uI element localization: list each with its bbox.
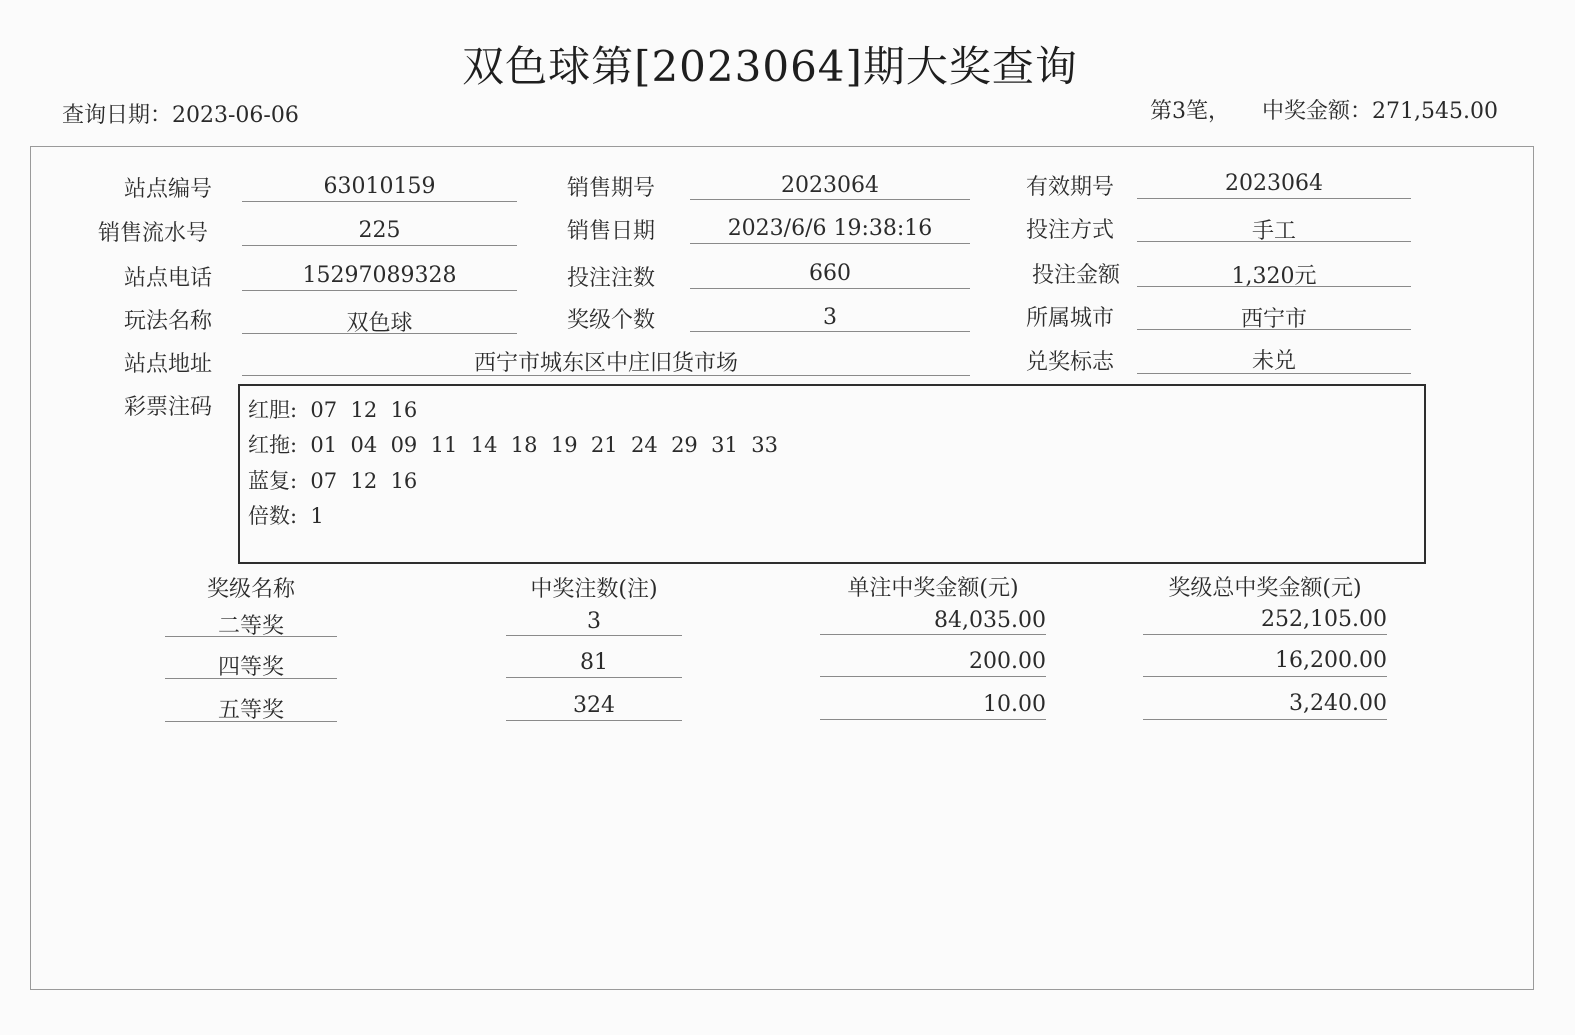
table-row-underline (165, 636, 337, 637)
multiple-line: 倍数: 1 (248, 504, 324, 528)
game-name-underline (242, 333, 517, 334)
serial-no-label: 销售流水号 (98, 221, 209, 246)
record-index: 第3笔， (1150, 99, 1230, 124)
red-drag-line: 红拖: 01 04 09 11 14 18 19 21 24 29 31 33 (248, 433, 778, 457)
table-row-underline (506, 677, 682, 678)
ticket-code-box (238, 384, 1426, 564)
bet-method-label: 投注方式 (1026, 218, 1115, 243)
win-amount: 中奖金额：271,545.00 (1262, 99, 1498, 124)
prize-row-unit: 200.00 (969, 649, 1046, 674)
bet-count-underline (690, 288, 970, 289)
city-value: 西宁市 (1240, 307, 1307, 332)
bet-amount-underline (1137, 286, 1411, 287)
blue-line: 蓝复: 07 12 16 (248, 469, 418, 493)
prize-row-unit: 84,035.00 (934, 608, 1046, 633)
station-phone-underline (242, 290, 517, 291)
city-label: 所属城市 (1026, 306, 1115, 331)
bet-count-value: 660 (809, 261, 851, 286)
serial-no-underline (242, 245, 517, 246)
city-underline (1137, 329, 1411, 330)
redeem-flag-value: 未兑 (1251, 349, 1296, 374)
prize-row-count: 324 (573, 693, 615, 718)
prize-row-count: 3 (587, 609, 601, 634)
prize-levels-value: 3 (823, 305, 837, 330)
table-row-underline (506, 720, 682, 721)
prize-levels-underline (690, 331, 970, 332)
sale-issue-label: 销售期号 (567, 176, 656, 201)
prize-row-name: 五等奖 (217, 698, 284, 723)
game-name-value: 双色球 (346, 311, 413, 336)
bet-amount-value: 1,320元 (1231, 264, 1317, 289)
serial-no-value: 225 (358, 218, 401, 243)
table-row-underline (165, 678, 337, 679)
valid-issue-value: 2023064 (1225, 171, 1323, 196)
station-address-value: 西宁市城东区中庄旧货市场 (473, 351, 738, 376)
station-no-underline (242, 201, 517, 202)
redeem-flag-underline (1137, 373, 1411, 374)
valid-issue-label: 有效期号 (1026, 175, 1115, 200)
station-address-label: 站点地址 (124, 352, 213, 377)
prize-row-name: 四等奖 (217, 655, 284, 680)
prize-count-header: 中奖注数(注) (530, 577, 658, 602)
table-row-underline (820, 676, 1046, 677)
station-no-value: 63010159 (323, 174, 436, 199)
sale-date-underline (690, 243, 970, 244)
query-date: 查询日期：2023-06-06 (62, 103, 299, 128)
bet-count-label: 投注注数 (567, 266, 656, 291)
prize-row-total: 252,105.00 (1261, 607, 1387, 632)
sale-issue-value: 2023064 (781, 173, 879, 198)
sale-date-value: 2023/6/6 19:38:16 (727, 216, 933, 241)
bet-method-value: 手工 (1251, 219, 1296, 244)
prize-unit-header: 单注中奖金额(元) (847, 576, 1019, 601)
prize-row-total: 16,200.00 (1275, 648, 1387, 673)
prize-row-name: 二等奖 (217, 614, 284, 639)
table-row-underline (1143, 634, 1387, 635)
table-row-underline (1143, 719, 1387, 720)
bet-amount-label: 投注金额 (1032, 263, 1121, 288)
prize-name-header: 奖级名称 (206, 577, 295, 602)
red-banker-line: 红胆: 07 12 16 (248, 398, 418, 422)
prize-row-count: 81 (580, 650, 608, 675)
prize-row-total: 3,240.00 (1289, 691, 1387, 716)
page-title: 双色球第[2023064]期大奖查询 (462, 42, 1078, 91)
prize-levels-label: 奖级个数 (567, 308, 656, 333)
table-row-underline (165, 721, 337, 722)
prize-total-header: 奖级总中奖金额(元) (1168, 576, 1362, 601)
prize-row-unit: 10.00 (983, 692, 1046, 717)
table-row-underline (820, 634, 1046, 635)
table-row-underline (506, 635, 682, 636)
sale-date-label: 销售日期 (567, 219, 656, 244)
bet-method-underline (1137, 241, 1411, 242)
station-no-label: 站点编号 (124, 177, 213, 202)
table-row-underline (1143, 676, 1387, 677)
sale-issue-underline (690, 199, 970, 200)
redeem-flag-label: 兑奖标志 (1026, 350, 1115, 375)
station-address-underline (242, 375, 970, 376)
valid-issue-underline (1137, 198, 1411, 199)
station-phone-value: 15297089328 (302, 263, 457, 288)
ticket-code-label: 彩票注码 (124, 395, 213, 420)
station-phone-label: 站点电话 (124, 266, 213, 291)
game-name-label: 玩法名称 (124, 309, 213, 334)
table-row-underline (820, 719, 1046, 720)
